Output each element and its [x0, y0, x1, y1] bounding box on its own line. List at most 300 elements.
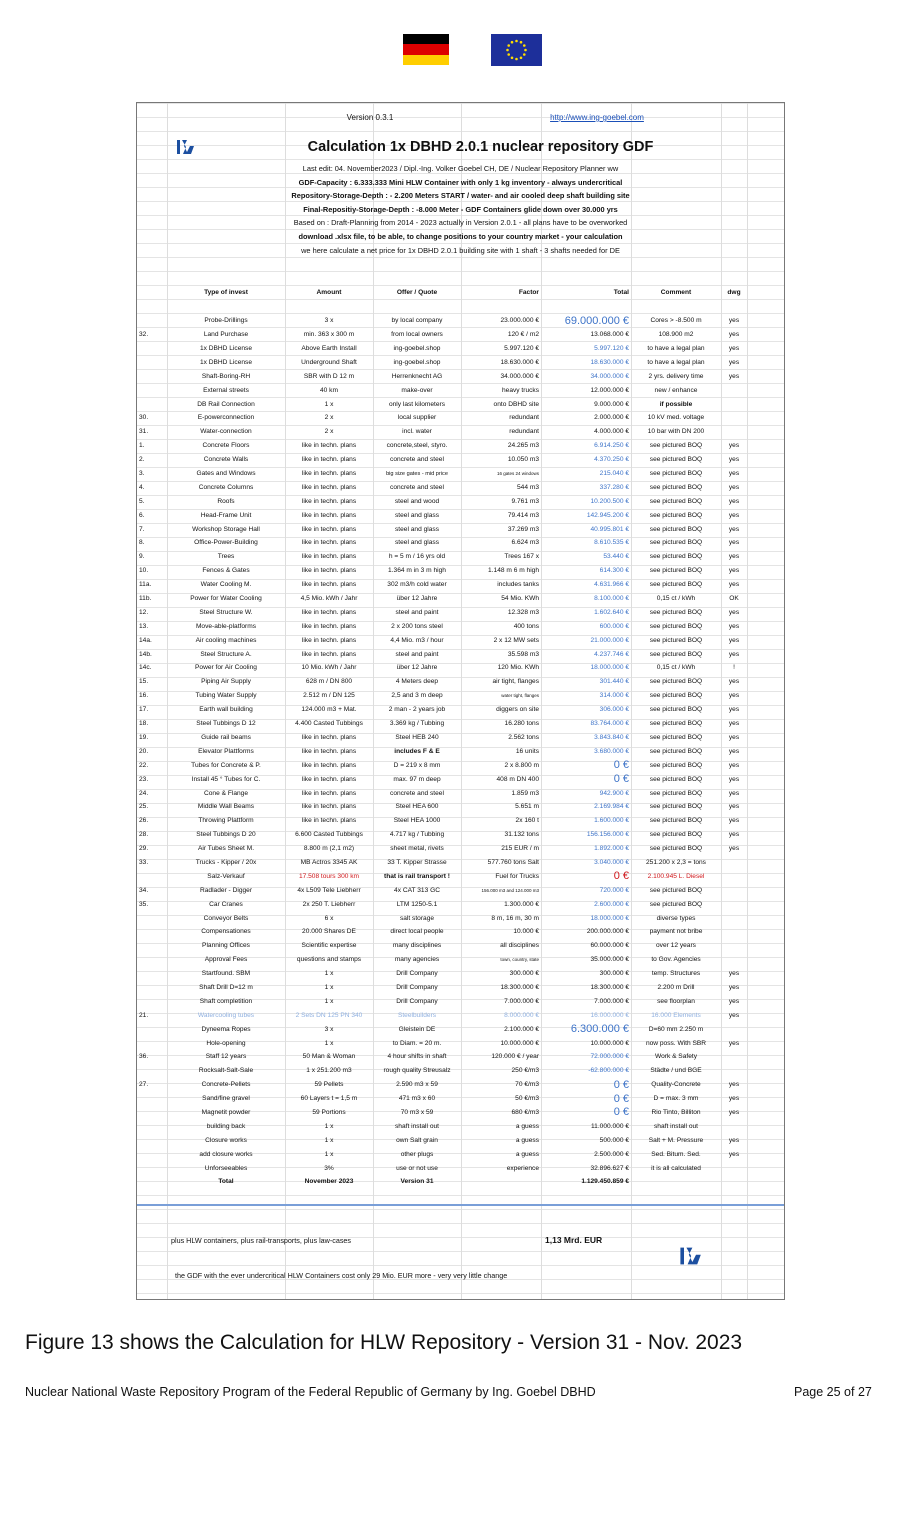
footer-sum: 1,13 Mrd. EUR [545, 1235, 603, 1245]
table-row [137, 605, 784, 619]
table-cell: Move-able-platforms [195, 622, 257, 630]
table-cell: Drill Company [396, 997, 438, 1005]
table-cell: 59 Portions [312, 1108, 346, 1116]
table-cell: Concrete Walls [203, 456, 249, 464]
table-cell: see pictured BOQ [649, 553, 703, 561]
table-cell: 1 x [324, 970, 334, 978]
table-cell: Total [218, 1178, 234, 1186]
table-cell: 4. [139, 483, 145, 491]
table-cell: 156.000 m3 and 124.000 m3 [481, 887, 539, 893]
table-cell: 6. [139, 511, 145, 519]
table-cell: like in techn. plans [301, 456, 357, 464]
table-cell: see pictured BOQ [649, 511, 703, 519]
table-cell: 500.000 € [599, 1136, 629, 1144]
table-cell: payment not bribe [649, 928, 703, 936]
table-row [137, 314, 784, 328]
table-cell: Startfound. SBM [201, 970, 251, 978]
table-cell: 14b. [139, 650, 152, 658]
table-cell: 0,15 ct / kWh [656, 664, 696, 672]
table-cell: 5.997.120 € [594, 345, 629, 352]
table-cell: 720.000 € [599, 886, 629, 894]
table-row [137, 1119, 784, 1133]
table-cell: 0 € [613, 1106, 629, 1119]
table-cell: 300.000 € [599, 970, 629, 978]
table-cell: 2.600.000 € [594, 900, 629, 908]
table-cell: like in techn. plans [301, 525, 357, 533]
table-cell: 14a. [139, 636, 152, 644]
table-cell: Piping Air Supply [201, 678, 251, 686]
table-cell [137, 1036, 167, 1050]
table-cell: 6.300.000 € [570, 1023, 629, 1036]
table-cell: 18.630.000 € [500, 358, 539, 366]
table-row [137, 939, 784, 953]
table-cell: like in techn. plans [301, 442, 357, 450]
table-cell: see pictured BOQ [649, 733, 703, 741]
table-cell: yes [728, 358, 740, 366]
table-row [137, 425, 784, 439]
table-cell: a guess [515, 1150, 539, 1158]
table-cell: diverse types [656, 914, 696, 922]
table-cell: 30. [139, 414, 149, 422]
footer-note-2: the GDF with the ever undercritical HLW Containers cost only 29 Mio. EUR more - very very little change [175, 1271, 508, 1280]
table-cell: 31. [139, 428, 149, 436]
table-cell: 1.602.640 € [594, 608, 629, 616]
table-cell: to have a legal plan [647, 358, 705, 366]
table-row [137, 842, 784, 856]
table-cell: Car Cranes [209, 900, 243, 908]
table-cell: 2.100.000 € [504, 1025, 539, 1033]
footer-note-1: plus HLW containers, plus rail-transports, plus law-cases [171, 1236, 352, 1245]
table-cell: yes [728, 1081, 740, 1089]
table-cell: 2 x 8.800 m [504, 761, 539, 769]
table-cell: Closure works [205, 1136, 247, 1144]
table-cell: 12. [139, 608, 149, 616]
table-cell: yes [728, 817, 740, 825]
header-note-line: download .xlsx file, to be able, to change positions to your country market - your calculation [298, 232, 623, 241]
table-cell: 10.000 € [513, 928, 539, 936]
table-row [137, 1175, 784, 1189]
table-cell: diggers on site [496, 706, 539, 714]
table-cell: Approval Fees [204, 956, 248, 964]
table-cell: DB Rail Connection [197, 400, 255, 408]
table-cell: steel and wood [394, 497, 440, 505]
table-cell: Elevator Plattforms [198, 747, 254, 755]
table-cell: 0 € [613, 870, 629, 883]
table-cell: see pictured BOQ [649, 622, 703, 630]
table-cell: 37.269 m3 [507, 525, 539, 533]
table-cell: 21.000.000 € [590, 636, 629, 644]
table-cell: 4x L509 Tele Liebherr [297, 886, 361, 894]
table-cell: E-powerconnection [197, 414, 255, 422]
table-cell: 16 gates 24 windows [496, 471, 539, 477]
table-cell: 25. [139, 803, 149, 811]
table-cell: 6.914.250 € [594, 442, 629, 450]
table-cell: 1 x [324, 1122, 334, 1130]
table-cell: Cone & Flange [204, 789, 248, 797]
table-cell: 10 kV med. voltage [647, 414, 705, 422]
table-cell: 33 T. Kipper Strasse [387, 858, 447, 866]
sheet-title: Calculation 1x DBHD 2.0.1 nuclear repository GDF [307, 139, 654, 155]
table-cell: 3.680.000 € [594, 747, 629, 755]
table-cell: ! [733, 664, 735, 672]
table-cell: 8.100.000 € [594, 595, 629, 603]
table-cell: Sed. Bitum. Sed. [651, 1150, 701, 1158]
table-cell: 12.328 m3 [507, 608, 539, 616]
table-row [137, 883, 784, 897]
table-cell: 120 Mio. KWh [497, 664, 539, 672]
table-cell: 34.000.000 € [500, 372, 539, 380]
table-cell: if possible [659, 400, 693, 408]
table-cell: 8.610.535 € [594, 539, 629, 547]
table-cell: 31.132 tons [504, 831, 539, 839]
table-row [137, 453, 784, 467]
table-cell: 54 Mio. KWh [501, 595, 539, 603]
table-cell: Steel HEB 240 [395, 733, 439, 741]
table-cell: Workshop Storage Hall [192, 525, 260, 533]
table-cell: 4 hour shifts in shaft [387, 1053, 447, 1061]
table-cell: 18.000.000 € [590, 914, 629, 922]
table-row [137, 994, 784, 1008]
table-cell: like in techn. plans [301, 747, 357, 755]
table-cell: 1 x [324, 983, 334, 991]
table-cell: 6.600 Casted Tubbings [295, 831, 363, 839]
table-cell [137, 925, 167, 939]
table-cell: über 12 Jahre [396, 595, 438, 603]
table-cell: D = max. 3 mm [653, 1095, 699, 1103]
table-row [137, 911, 784, 925]
table-cell: 13. [139, 622, 149, 630]
table-cell: shaft install out [654, 1122, 698, 1130]
table-cell [137, 981, 167, 995]
table-cell: 2.200 m Drill [657, 983, 695, 991]
table-cell: Quality-Concrete [651, 1081, 701, 1089]
table-cell: 21. [139, 1011, 149, 1019]
table-cell: see pictured BOQ [649, 581, 703, 589]
table-cell: to Gov. Agencies [651, 956, 701, 964]
table-cell [721, 425, 747, 439]
table-cell: Steel HEA 600 [395, 803, 439, 811]
table-cell: new / enhance [654, 386, 698, 394]
website-link[interactable]: http://www.ing-goebel.com [550, 113, 644, 122]
table-row [137, 550, 784, 564]
table-cell: 314.000 € [599, 692, 629, 700]
table-cell: 11b. [139, 595, 152, 603]
table-cell: 10.050 m3 [507, 456, 539, 464]
table-cell: 8.000.000 € [504, 1011, 539, 1019]
table-cell [137, 314, 167, 328]
table-cell: 1 x [324, 400, 334, 408]
table-row [137, 675, 784, 689]
table-cell: 1 x [324, 1039, 334, 1047]
table-row [137, 703, 784, 717]
table-cell: 70 €/m3 [515, 1081, 539, 1089]
table-cell: yes [728, 1136, 740, 1144]
table-cell: 7.000.000 € [594, 997, 629, 1005]
table-cell: yes [728, 511, 740, 519]
table-row [137, 661, 784, 675]
table-cell: questions and stamps [296, 956, 362, 964]
table-cell: 300.000 € [509, 970, 539, 978]
table-cell: 3. [139, 470, 145, 478]
table-cell: 20.000 Shares DE [302, 928, 356, 936]
table-cell: Water-connection [200, 428, 252, 436]
table-cell: 1 x [324, 1150, 334, 1158]
table-cell: yes [728, 845, 740, 853]
table-cell: sheet metal, rivets [390, 845, 444, 853]
table-cell: 15. [139, 678, 149, 686]
table-cell: redundant [509, 414, 539, 422]
table-cell: Throwing Plattform [198, 817, 254, 825]
table-row [137, 508, 784, 522]
table-cell [137, 1092, 167, 1106]
table-cell: MB Actros 3345 AK [300, 858, 358, 866]
table-cell: see pictured BOQ [649, 789, 703, 797]
table-cell: 1.129.450.859 € [581, 1178, 629, 1186]
table-cell: Concrete Columns [198, 483, 254, 491]
table-cell [137, 342, 167, 356]
table-cell: includes tanks [497, 581, 539, 589]
table-row [137, 439, 784, 453]
table-cell: 301.440 € [599, 678, 629, 686]
table-cell: see floorplan [657, 997, 695, 1005]
table-cell: yes [728, 789, 740, 797]
table-cell: yes [728, 636, 740, 644]
table-cell: 5.997.120 € [504, 345, 539, 352]
table-cell: 34. [139, 886, 149, 894]
table-cell: 0 € [613, 773, 629, 786]
table-cell: 24.265 m3 [507, 442, 539, 450]
table-row [137, 467, 784, 481]
table-cell: Compensationes [201, 928, 251, 936]
table-cell: like in techn. plans [301, 483, 357, 491]
table-cell: see pictured BOQ [649, 678, 703, 686]
table-cell: 1 x 251.200 m3 [306, 1067, 352, 1075]
header-note-line: GDF-Capacity : 6.333.333 Mini HLW Container with only 1 kg inventory - always undercritical [298, 177, 623, 187]
table-cell: 35. [139, 900, 149, 908]
table-cell: Air Tubes Sheet M. [197, 845, 255, 853]
table-row [137, 828, 784, 842]
table-cell: 2 x [324, 414, 334, 422]
table-row [137, 1161, 784, 1175]
table-row [137, 953, 784, 967]
figure-caption: Figure 13 shows the Calculation for HLW Repository - Version 31 - Nov. 2023 [25, 1331, 743, 1354]
table-row [137, 328, 784, 342]
table-cell [721, 939, 747, 953]
table-cell: yes [728, 553, 740, 561]
table-cell: Head-Frame Unit [200, 511, 252, 519]
table-cell [137, 869, 167, 883]
table-cell: steel and glass [395, 539, 439, 547]
table-cell: see pictured BOQ [649, 817, 703, 825]
table-cell: 1 x [324, 997, 334, 1005]
table-cell: 5.651 m [515, 803, 539, 811]
table-cell: 13.068.000 € [590, 331, 629, 339]
table-cell: Guide rail beams [201, 733, 251, 741]
table-cell [721, 1119, 747, 1133]
table-row [137, 856, 784, 870]
table-row [137, 619, 784, 633]
table-cell: yes [728, 581, 740, 589]
table-cell: incl. water [402, 428, 432, 436]
table-cell [721, 397, 747, 411]
table-cell: Shaft Drill D=12 m [199, 983, 253, 991]
table-cell: Dyneema Ropes [201, 1025, 251, 1033]
table-cell: make-over [401, 386, 433, 394]
table-row [137, 1008, 784, 1022]
table-cell: yes [728, 497, 740, 505]
table-cell: 471 m3 x 60 [398, 1095, 436, 1103]
table-cell: 8. [139, 539, 145, 547]
table-cell: like in techn. plans [301, 636, 357, 644]
header-note-line: Based on : Draft-Planning from 2014 - 2023 actually in Version 2.0.1 - all plans have to be overworked [293, 218, 628, 228]
table-row [137, 564, 784, 578]
table-cell: yes [728, 525, 740, 533]
table-cell: concrete,steel, styro. [386, 442, 448, 450]
table-cell: all disciplines [500, 942, 539, 950]
table-cell: 29. [139, 845, 149, 853]
eu-star [515, 58, 518, 61]
table-cell: Gates and Windows [196, 470, 256, 478]
table-cell: steel and paint [395, 608, 439, 616]
table-cell [721, 856, 747, 870]
table-cell: Staff 12 years [205, 1053, 247, 1061]
table-cell: yes [728, 650, 740, 658]
table-cell: yes [728, 970, 740, 978]
table-cell: max. 97 m deep [393, 775, 441, 783]
table-cell: Rocksalt-Salt-Sale [198, 1067, 254, 1075]
table-cell: 32.896.627 € [590, 1164, 629, 1172]
table-cell: 26. [139, 817, 149, 825]
table-cell: 9. [139, 553, 145, 561]
eu-star [507, 44, 510, 47]
table-cell: 50 €/m3 [515, 1095, 539, 1103]
table-cell: 2.100.945 L. Diesel [647, 872, 705, 880]
table-cell: 600.000 € [599, 622, 629, 630]
calculation-sheet [136, 102, 785, 1300]
table-cell: other plugs [400, 1150, 434, 1158]
table-cell: 40.995.801 € [590, 525, 629, 533]
table-cell: ing-goebel.shop [393, 345, 441, 352]
table-cell: like in techn. plans [301, 511, 357, 519]
table-cell: Office-Power-Building [194, 539, 258, 547]
table-cell: 70 m3 x 59 [400, 1108, 434, 1116]
table-cell: yes [728, 317, 740, 325]
table-cell: yes [728, 483, 740, 491]
table-cell: salt storage [399, 914, 435, 922]
table-cell: min. 363 x 300 m [303, 331, 355, 339]
table-cell: h = 5 m / 16 yrs old [388, 553, 446, 561]
table-cell: own Salt grain [396, 1136, 438, 1144]
table-cell: 10.000.000 € [590, 1039, 629, 1047]
table-row [137, 1092, 784, 1106]
table-row [137, 1078, 784, 1092]
table-cell: Underground Shaft [301, 358, 357, 366]
table-cell [137, 397, 167, 411]
table-cell: 400 tons [513, 622, 539, 630]
table-cell: yes [728, 692, 740, 700]
table-cell: see pictured BOQ [649, 442, 703, 450]
table-cell: 10.200.500 € [590, 497, 629, 505]
table-row [137, 897, 784, 911]
table-cell: Unforseeables [204, 1164, 248, 1172]
table-cell: see pictured BOQ [649, 692, 703, 700]
table-cell: Tubing Water Supply [195, 692, 257, 700]
table-cell: like in techn. plans [301, 761, 357, 769]
table-cell: 1.300.000 € [504, 900, 539, 908]
table-cell: 2.590 m3 x 59 [396, 1081, 438, 1089]
table-cell: 1. [139, 442, 145, 450]
eu-star [520, 41, 523, 44]
table-cell: yes [728, 678, 740, 686]
version-label: Version 0.3.1 [346, 113, 394, 122]
table-cell: 215.040 € [599, 470, 629, 478]
header-note-line: we here calculate a net price for 1x DBHD 2.0.1 building site with 1 shaft - 3 shafts needed for DE [301, 245, 620, 255]
table-cell: see pictured BOQ [649, 803, 703, 811]
table-row [137, 814, 784, 828]
table-cell: Herrenknecht AG [391, 372, 443, 380]
table-cell: 59 Pellets [314, 1081, 344, 1089]
table-cell: add closure works [199, 1150, 253, 1158]
table-cell: 942.900 € [599, 789, 629, 797]
table-cell: 18. [139, 720, 149, 728]
table-cell: 23. [139, 775, 149, 783]
table-cell: like in techn. plans [301, 817, 357, 825]
table-cell: 19. [139, 733, 149, 741]
table-cell: 8.800 m (2,1 m2) [303, 845, 355, 853]
table-cell: like in techn. plans [301, 803, 357, 811]
table-cell: 18.300.000 € [590, 983, 629, 991]
table-cell: like in techn. plans [301, 553, 357, 561]
table-cell: to have a legal plan [647, 345, 705, 352]
table-row [137, 369, 784, 383]
table-row [137, 1106, 784, 1120]
table-cell: redundant [509, 428, 539, 436]
table-cell [721, 1175, 747, 1189]
table-cell: yes [728, 442, 740, 450]
table-cell: 4.000.000 € [594, 428, 629, 436]
table-cell: see pictured BOQ [649, 483, 703, 491]
table-cell: 2 x 200 tons steel [391, 622, 443, 630]
table-cell: town, country, state [500, 957, 539, 963]
table-cell: Steel Structure A. [200, 650, 252, 658]
table-cell: D = 219 x 8 mm [393, 761, 441, 769]
table-cell [137, 1022, 167, 1036]
table-cell: 2 x 12 MW sets [493, 636, 539, 644]
table-cell: 0 € [613, 759, 629, 772]
table-cell: yes [728, 372, 740, 380]
eu-star [515, 40, 518, 43]
table-cell: 9.000.000 € [594, 400, 629, 408]
table-cell: yes [728, 747, 740, 755]
table-cell: 614.300 € [599, 567, 629, 575]
table-cell: Drill Company [396, 983, 438, 991]
table-cell: Air cooling machines [195, 636, 257, 644]
table-cell: Roofs [217, 497, 235, 505]
eu-flag [491, 34, 542, 66]
table-row [137, 1022, 784, 1036]
table-cell: now poss. With SBR [645, 1039, 707, 1047]
table-cell [461, 1175, 541, 1189]
table-cell: see pictured BOQ [649, 636, 703, 644]
table-cell: air tight, flanges [492, 678, 539, 686]
table-cell [721, 897, 747, 911]
table-cell: 40 km [320, 386, 338, 394]
table-row [137, 536, 784, 550]
table-cell: 5. [139, 497, 145, 505]
table-cell: see pictured BOQ [649, 775, 703, 783]
table-row [137, 1147, 784, 1161]
table-cell: 12.000.000 € [590, 386, 629, 394]
